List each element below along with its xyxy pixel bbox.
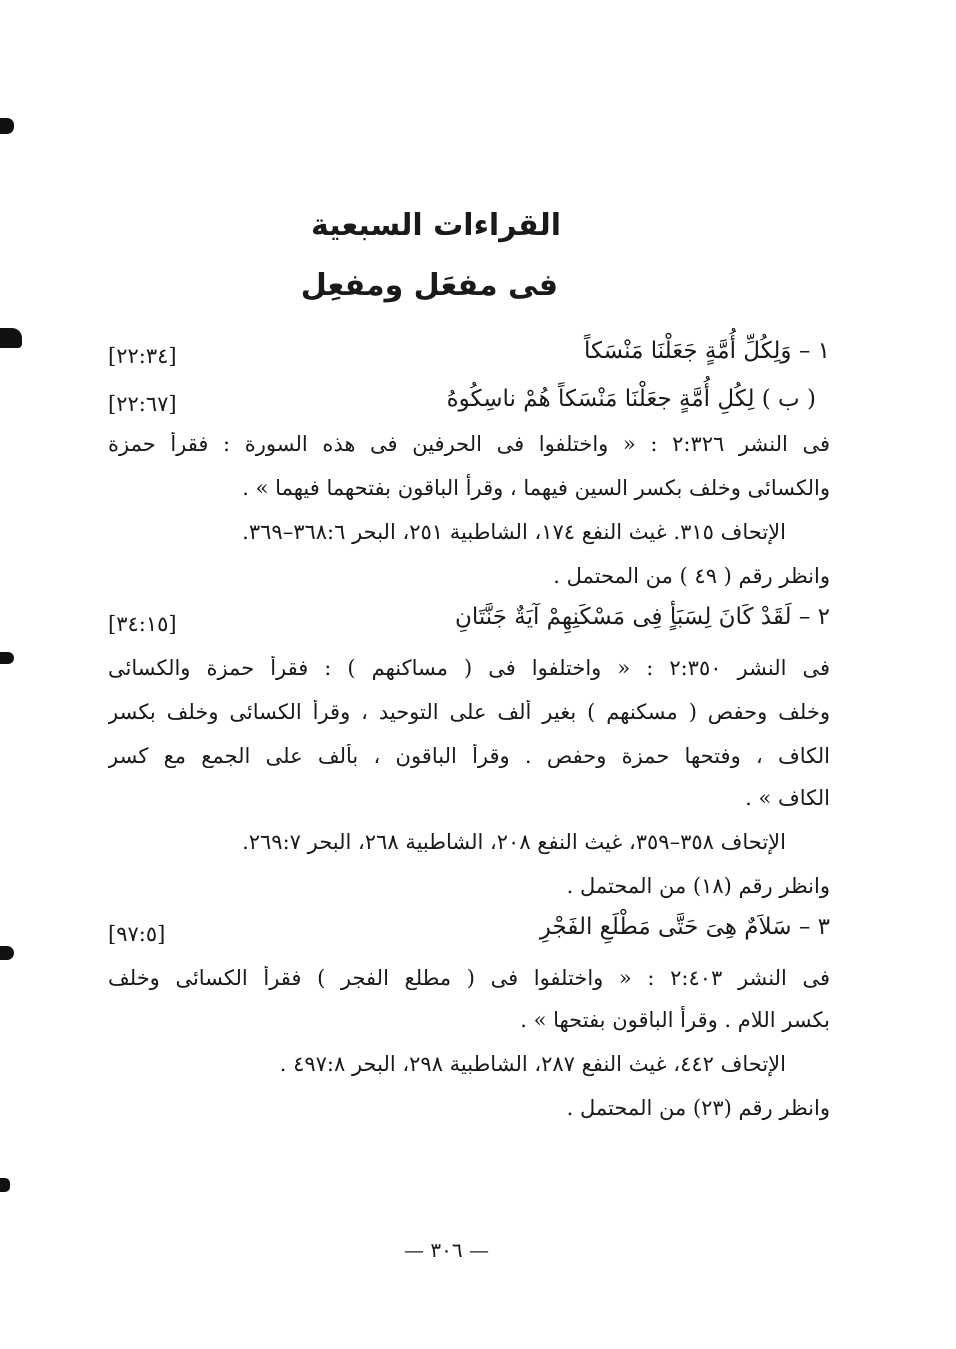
verse-3-reference: [٩٧:٥] [108, 922, 166, 946]
binding-mark [0, 652, 14, 664]
page-subtitle: فى مفعَل ومفعِل [300, 268, 558, 303]
verse-2-reference: [٣٤:١٥] [108, 612, 177, 636]
nashr-3-line-1: فى النشر ٢:٤٠٣ : « واختلفوا فى ( مطلع الفجر ) فقرأ الكسائى وخلف [108, 966, 830, 990]
nashr-2-line-1: فى النشر ٢:٣٥٠ : « واختلفوا فى ( مساكنهم ) : فقرأ حمزة والكسائى [108, 656, 830, 680]
page-title: القراءات السبعية [311, 208, 561, 243]
binding-mark [0, 1178, 10, 1192]
binding-mark [0, 946, 14, 960]
binding-mark [0, 118, 14, 134]
binding-mark [0, 328, 22, 348]
nashr-2-line-3: الكاف ، وفتحها حمزة وحفص . وقرأ الباقون ، بألف على الجمع مع كسر [108, 744, 830, 768]
nashr-1-line-1: فى النشر ٢:٣٢٦ : « واختلفوا فى الحرفين فى هذه السورة : فقرأ حمزة [108, 432, 830, 456]
verse-1a-reference: [٢٢:٣٤] [108, 344, 177, 368]
nashr-2-line-2: وخلف وحفص ( مسكنهم ) بغير ألف على التوحيد ، وقرأ الكسائى وخلف بكسر [108, 700, 830, 724]
verse-1b-reference: [٢٢:٦٧] [108, 392, 177, 416]
page-number: — ٣٠٦ — [404, 1238, 489, 1262]
scanned-page: القراءات السبعية فى مفعَل ومفعِل ١ – وَلِكُلِّ أُمَّةٍ جَعَلْنَا مَنْسَكاً [٢٢:٣٤] ( ب ) لِكُلِ أُمَّةٍ جعَلْنَا مَنْسَكاً هُمْ ناسِكُوهُ [٢٢:٦٧] فى النشر ٢:٣٢٦ : « واختلفوا فى الحرفين فى هذه السورة : فقرأ حمزة والكسائى وخلف بكسر السين فيهما ، وقرأ الباقون بفتحهما فيهما » . الإتحاف ٣١٥. غيث النفع ١٧٤، الشاطبية ٢٥١، البحر ٣٦٨:٦–٣٦٩. وانظر رقم ( ٤٩ ) من المحتمل . ٢ – لَقَدْ كَانَ لِسَبَأٍ فِى مَسْكَنِهِمْ آيَةٌ جَنَّتَانِ [٣٤:١٥] فى النشر ٢:٣٥٠ : « واختلفوا فى ( مساكنهم ) : فقرأ حمزة والكسائى وخلف وحفص ( مسكنهم ) بغير ألف على التوحيد ، وقرأ الكسائى وخلف بكسر الكاف ، وفتحها حمزة وحفص . وقرأ الباقون ، بألف على الجمع مع كسر الكاف » . الإتحاف ٣٥٨–٣٥٩، غيث النفع ٢٠٨، الشاطبية ٢٦٨، البحر ٢٦٩:٧. وانظر رقم (١٨) من المحتمل . ٣ – سَلاَمٌ هِىَ حَتَّى مَطْلَعِ الفَجْرِ [٩٧:٥] فى النشر ٢:٤٠٣ : « واختلفوا فى ( مطلع الفجر ) فقرأ الكسائى وخلف بكسر اللام . وقرأ الباقون بفتحها » . الإتحاف ٤٤٢، غيث النفع ٢٨٧، الشاطبية ٢٩٨، البحر ٤٩٧:٨ . وانظر رقم (٢٣) من المحتمل . — ٣٠٦ — [0, 0, 956, 1349]
